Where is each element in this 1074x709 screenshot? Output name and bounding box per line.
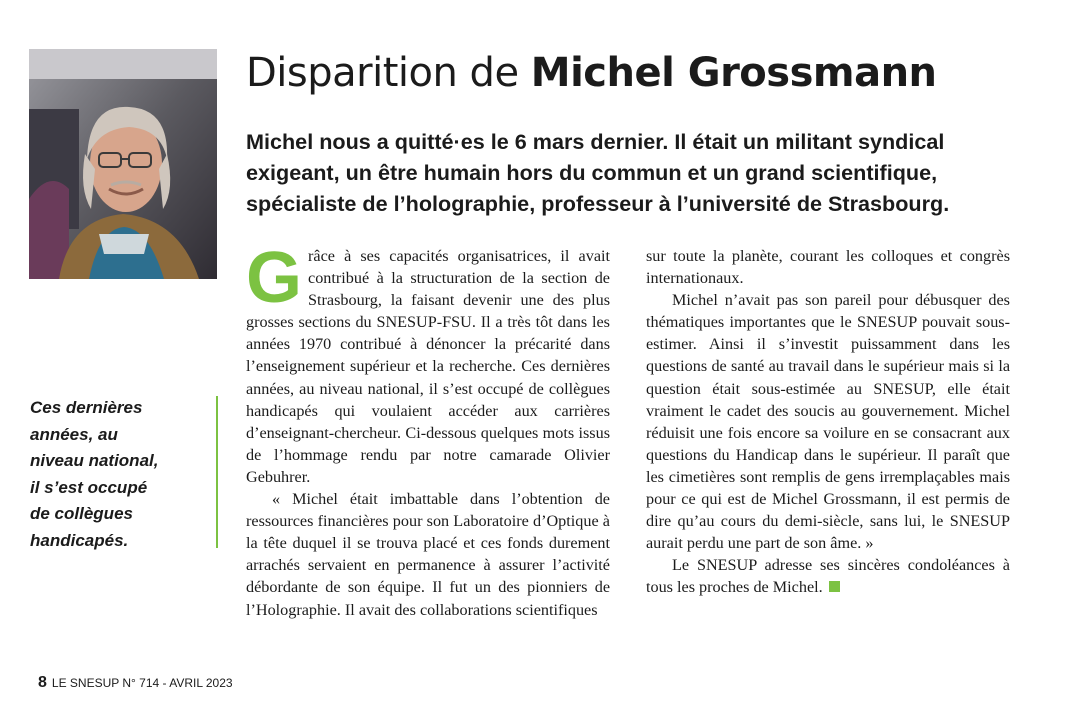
column-left [246,238,610,621]
article-lead: Michel nous a quitté·es le 6 mars dernier. Il était un militant syndical exigeant, un être humain hors du commun et un grand scientifique, spécialiste de l’holographie, professeur à l’université de Strasbourg. [246,129,950,216]
column-right [646,245,1010,599]
pull-quote: Ces dernières années, au niveau national, il s’est occupé de collègues handicapés. [30,398,159,550]
title-prefix: Disparition de [246,50,531,96]
title-name: Michel Grossmann [530,50,937,96]
condolences-text: Le SNESUP adresse ses sincères condoléances à tous les proches de Michel. [646,556,1010,597]
end-mark-square [829,581,840,592]
paragraph-quote-end: Michel n’avait pas son pareil pour débusquer des thématiques importantes que le SNESUP pouvait sous-estimer. Ainsi il s’investit puissamment dans les questions de santé au travail dans le supérieur mais si la question était sous-estimée au SNESUP, elle était vraiment le cadet des soucis au gouvernement. Michel réduisit une fois encore sa voilure en se consacrant aux questions du Handicap dans le supérieur. Il paraît que les cimetières sont remplis de gens irremplaçables mais pour ce qui est de Michel Grossmann, il est permis de dire qu’au cours du demi-siècle, sans lui, le SNESUP aurait perdu une part de son âme. » [646,291,1010,553]
paragraph-intro [246,238,610,488]
page-number: 8 [38,674,47,691]
pull-quote-rule [216,396,218,548]
article-title [246,50,937,96]
paragraph-condolences [646,554,1010,598]
publication-info: LE SNESUP N° 714 - AVRIL 2023 [51,676,233,690]
paragraph-quote-cont: sur toute la planète, courant les colloques et congrès internationaux. [646,247,1010,288]
drop-cap: G [246,238,303,318]
portrait-photo [29,49,217,279]
paragraph-quote-start: « Michel était imbattable dans l’obtention de ressources financières pour son Laboratoire d’Optique à la tête duquel il se trouva placé et ces fonds durement arrachés servaient en permanence à assurer l’activité débordante de son équipe. Il fut un des pionniers de l’Holographie. Il avait des collaborations scientifiques [246,490,610,619]
page-footer [38,674,233,692]
paragraph-intro-text: râce à ses capacités organisatrices, il avait contribué à la structuration de la section de Strasbourg, la faisant devenir une des plus grosses sections du SNESUP-FSU. Il a très tôt dans les années 1970 contribué à dénoncer la précarité dans l’enseignement supérieur et la recherche. Ces dernières années, au niveau national, il s’est occupé de collègues handicapés qui voulaient accéder aux carrières d’enseignant-chercheur. Ci-dessous quelques mots issus de l’hommage rendu par notre camarade Olivier Gebuhrer. [246,247,610,486]
